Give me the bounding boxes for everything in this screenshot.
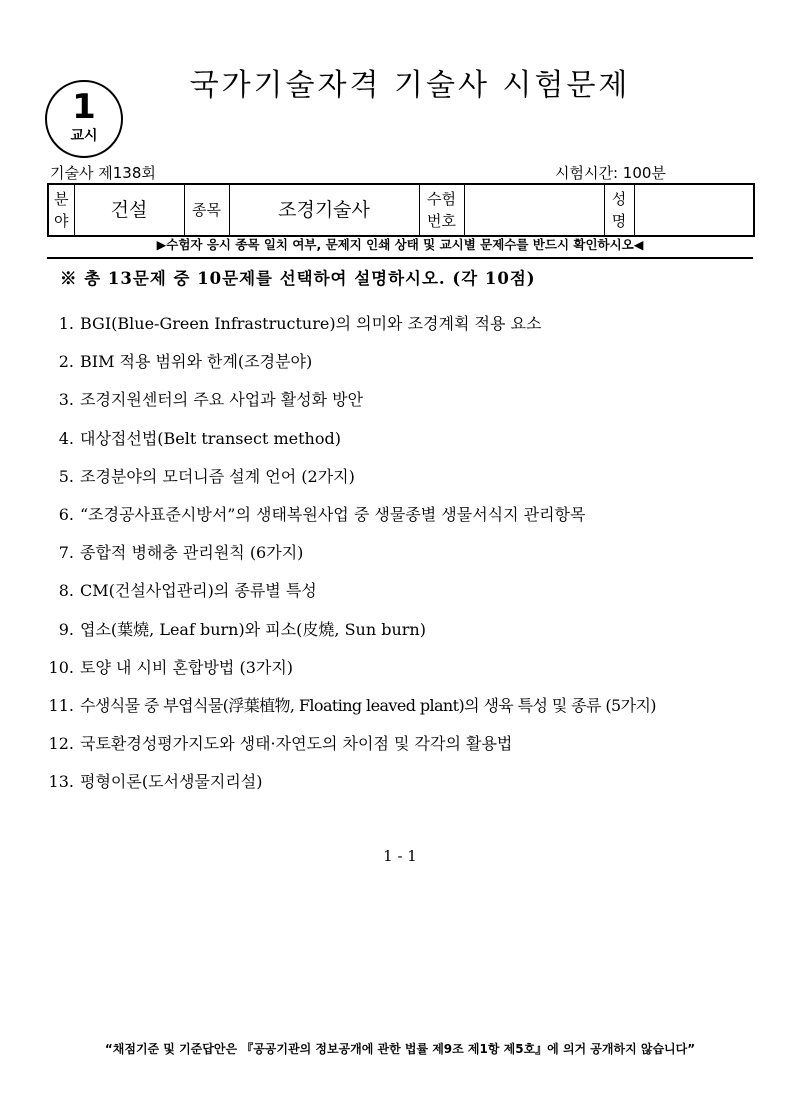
- question-item: [40, 348, 656, 386]
- question-number: 8.: [58, 581, 74, 601]
- question-text: 수생식물 중 부엽식물(浮葉植物, Floating leaved plant)의 생육 특성 및 종류 (5가지): [80, 695, 656, 715]
- question-number: 10.: [48, 657, 74, 677]
- question-item: [40, 501, 656, 539]
- question-item: [40, 577, 656, 615]
- question-text: 평형이론(도서생물지리설): [80, 772, 263, 792]
- question-item: [40, 616, 656, 654]
- question-number: 2.: [58, 352, 74, 372]
- question-list: [40, 310, 656, 806]
- question-item: [40, 730, 656, 768]
- question-text: 토양 내 시비 혼합방법 (3가지): [80, 657, 294, 677]
- page-title: 국가기술자격 기술사 시험문제: [189, 68, 631, 103]
- question-text: 조경지원센터의 주요 사업과 활성화 방안: [80, 390, 364, 410]
- question-item: [40, 539, 656, 577]
- question-text: CM(건설사업관리)의 종류별 특성: [80, 581, 317, 601]
- field-value: 건설: [74, 184, 184, 236]
- question-item: [40, 386, 656, 424]
- session-number: 1: [72, 87, 96, 127]
- question-number: 3.: [58, 390, 74, 410]
- question-number: 6.: [58, 504, 74, 524]
- question-number: 11.: [48, 695, 74, 715]
- footer-disclaimer: “채점기준 및 기준답안은 『공공기관의 정보공개에 관한 법률 제9조 제1항 제5호』에 의거 공개하지 않습니다”: [104, 1042, 696, 1056]
- question-item: [40, 654, 656, 692]
- instruction: ※ 총 13문제 중 10문제를 선택하여 설명하시오. (각 10점): [60, 269, 536, 288]
- exam-round: 기술사 제138회: [50, 164, 156, 182]
- question-number: 9.: [58, 619, 74, 639]
- question-text: 엽소(葉燒, Leaf burn)와 피소(皮燒, Sun burn): [80, 619, 426, 639]
- examinee-number-field[interactable]: [464, 184, 604, 236]
- name-label: 성 명: [604, 184, 634, 236]
- question-item: [40, 692, 656, 730]
- question-text: BGI(Blue-Green Infrastructure)의 의미와 조경계획 적용 요소: [80, 314, 542, 333]
- page-number: 1 - 1: [383, 847, 417, 865]
- question-item: [40, 463, 656, 501]
- question-text: BIM 적용 범위와 한계(조경분야): [80, 352, 313, 372]
- exam-time: 시험시간: 100분: [555, 164, 666, 182]
- type-value: 조경기술사: [229, 184, 419, 236]
- question-text: 조경분야의 모더니즘 설계 언어 (2가지): [80, 466, 355, 486]
- question-text: 종합적 병해충 관리원칙 (6가지): [80, 543, 304, 563]
- divider: [47, 257, 753, 259]
- examinee-number-label: 수험 번호: [419, 184, 464, 236]
- question-text: 국토환경성평가지도와 생태·자연도의 차이점 및 각각의 활용법: [80, 734, 513, 754]
- field-label: 분 야: [48, 184, 74, 236]
- question-number: 13.: [48, 772, 74, 792]
- question-number: 4.: [58, 428, 74, 448]
- name-field[interactable]: [634, 184, 754, 236]
- question-number: 7.: [58, 543, 74, 563]
- question-item: [40, 310, 656, 348]
- examinee-notice: ▶수험자 응시 종목 일치 여부, 문제지 인쇄 상태 및 교시별 문제수를 반드시 확인하시오◀: [156, 237, 644, 252]
- question-item: [40, 425, 656, 463]
- question-item: [40, 768, 656, 806]
- type-label: 종목: [184, 184, 229, 236]
- question-number: 1.: [58, 314, 74, 333]
- question-text: “조경공사표준시방서”의 생태복원사업 중 생물종별 생물서식지 관리항목: [80, 504, 586, 524]
- examinee-info-table: [47, 183, 755, 237]
- question-number: 5.: [58, 466, 74, 486]
- question-number: 12.: [48, 734, 74, 754]
- session-badge: [45, 80, 123, 158]
- session-label: 교시: [70, 128, 98, 144]
- question-text: 대상접선법(Belt transect method): [80, 428, 341, 448]
